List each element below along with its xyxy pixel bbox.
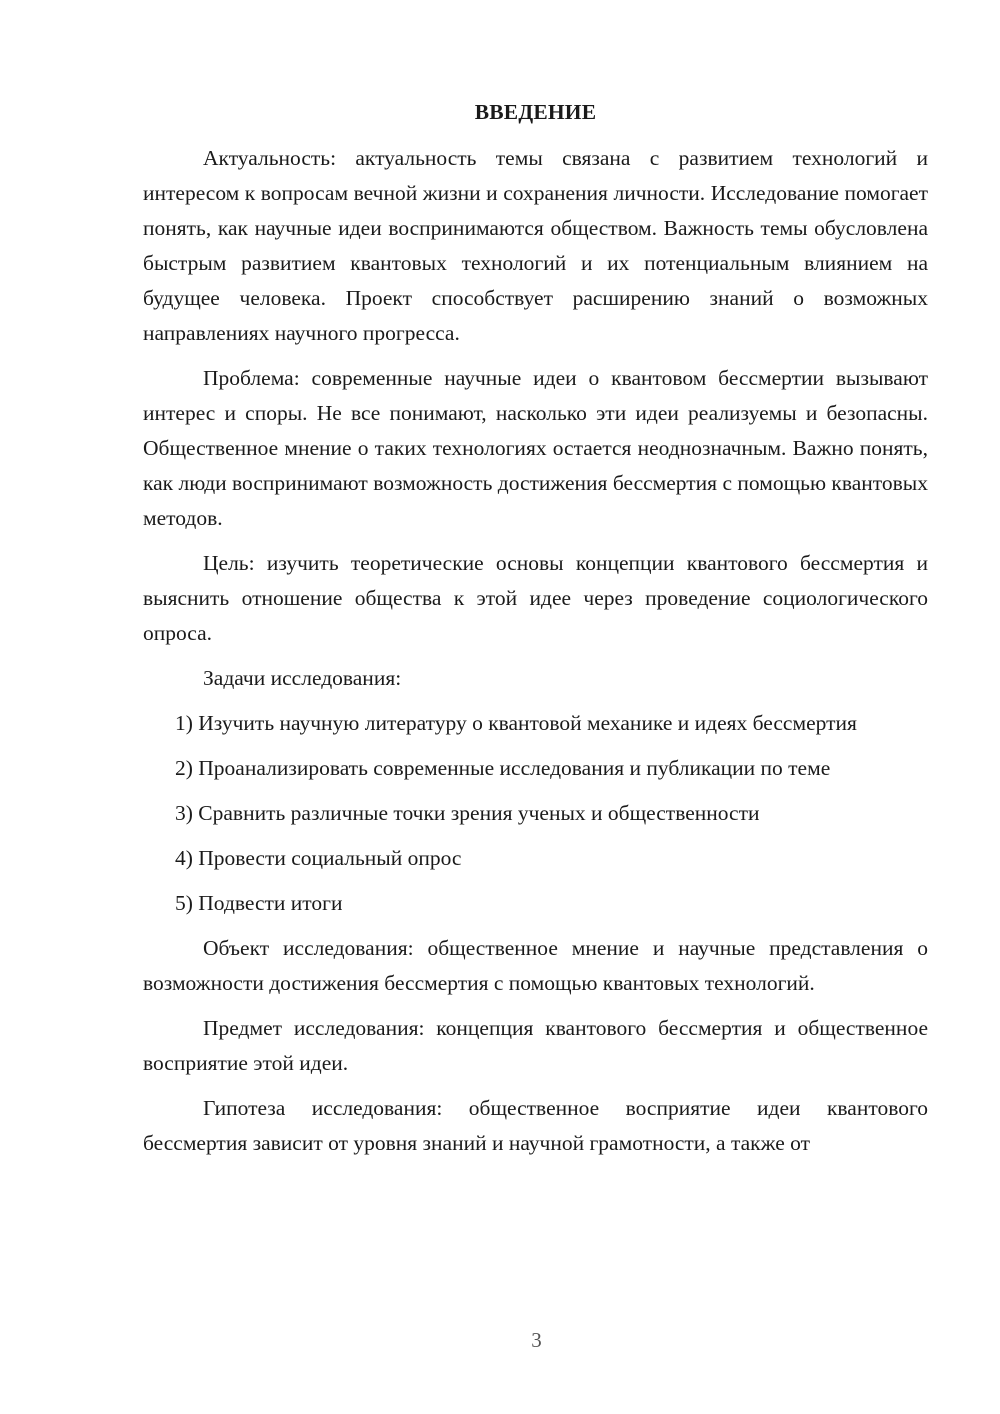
task-item: 4) Провести социальный опрос <box>175 846 462 870</box>
section-heading: ВВЕДЕНИЕ <box>474 100 597 124</box>
object-paragraph: Объект исследования: общественное мнение и научные представления о возможности достижения бессмертия с помощью квантовых технологий. <box>143 936 928 995</box>
task-item: 1) Изучить научную литературу о квантовой механике и идеях бессмертия <box>175 711 857 735</box>
subject-paragraph: Предмет исследования: концепция квантового бессмертия и общественное восприятие этой идеи. <box>143 1016 928 1075</box>
task-item: 3) Сравнить различные точки зрения ученых и общественности <box>175 801 760 825</box>
tasks-heading: Задачи исследования: <box>203 666 402 690</box>
page-number: 3 <box>531 1328 542 1352</box>
tasks-list <box>143 706 928 921</box>
document-page <box>143 95 928 1171</box>
problem-paragraph: Проблема: современные научные идеи о квантовом бессмертии вызывают интерес и споры. Не все понимают, насколько эти идеи реализуемы и безопасны. Общественное мнение о таких технологиях остается неоднозначным. Важно понять, как люди воспринимают возможность достижения бессмертия с помощью квантовых методов. <box>143 366 928 530</box>
relevance-paragraph: Актуальность: актуальность темы связана с развитием технологий и интересом к вопросам вечной жизни и сохранения личности. Исследование помогает понять, как научные идеи воспринимаются обществом. Важность темы обусловлена быстрым развитием квантовых технологий и их потенциальным влиянием на будущее человека. Проект способствует расширению знаний о возможных направлениях научного прогресса. <box>143 146 928 345</box>
goal-paragraph: Цель: изучить теоретические основы концепции квантового бессмертия и выяснить отношение общества к этой идее через проведение социологического опроса. <box>143 551 928 645</box>
task-item: 2) Проанализировать современные исследования и публикации по теме <box>175 756 831 780</box>
hypothesis-paragraph: Гипотеза исследования: общественное восприятие идеи квантового бессмертия зависит от уровня знаний и научной грамотности, а также от <box>143 1096 928 1155</box>
task-item: 5) Подвести итоги <box>175 891 343 915</box>
